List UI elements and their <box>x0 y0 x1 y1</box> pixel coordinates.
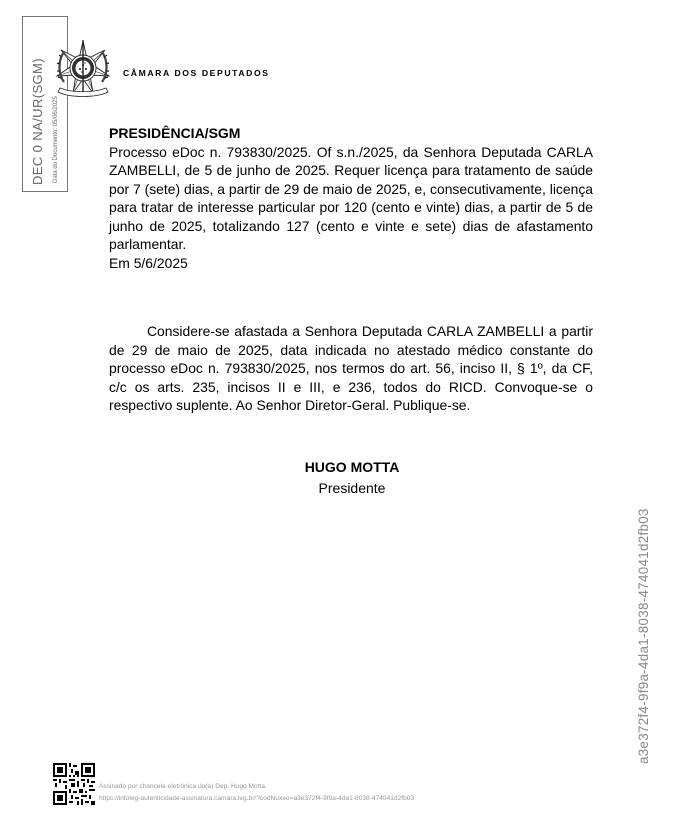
dispatch-heading: PRESIDÊNCIA/SGM <box>109 125 241 141</box>
brazil-coat-of-arms-icon <box>52 38 114 102</box>
qr-code-icon[interactable] <box>53 763 95 805</box>
signatory-role: Presidente <box>318 480 386 496</box>
process-summary-paragraph: Processo eDoc n. 793830/2025. Of s.n./2025, da Senhora Deputada CARLA ZAMBELLI, de 5 de junho de 2025. Requer licença para tratamento de saúde por 7 (sete) dias, a partir de 29 de maio de 2025, e, consecutivamente, licença para tratar de interesse particular por 120 (cento e vinte) dias, a partir de 5 de junho de 2025, totalizando 127 (cento e vinte e sete) dias de afastamento parlamentar. <box>109 143 593 252</box>
signatory-name: HUGO MOTTA <box>304 459 400 475</box>
document-hash: a3e372f4-9f9a-4da1-8038-474041d2fb03 <box>636 508 651 764</box>
registry-stamp-date: Data do Documento: 05/06/2025 <box>53 96 59 183</box>
institution-name: CÂMARA DOS DEPUTADOS <box>123 68 270 78</box>
decision-paragraph: Considere-se afastada a Senhora Deputada CARLA ZAMBELLI a partir de 29 de maio de 2025, data indicada no atestado médico constante do processo eDoc n. 793830/2025, nos termos do art. 56, inciso II, § 1º, da CF, c/c os arts. 235, incisos II e III, e 236, todos do RICD. Convoque-se o respectivo suplente. Ao Senhor Diretor-Geral. Publique-se. <box>109 323 593 413</box>
electronic-signature-note: Assinado por chancela eletrônica do(a) Dep. Hugo Motta. <box>99 783 267 790</box>
registry-stamp-code: DEC 0 NA/UR(SGM) <box>30 57 45 185</box>
document-body <box>109 124 593 415</box>
verification-link[interactable]: https://infoleg-autenticidade-assinatura.camara.leg.br/?codNuxeo=a3e372f4-9f9a-4da1-8038-474041d2fb03 <box>99 795 415 802</box>
dispatch-date: Em 5/6/2025 <box>109 254 188 271</box>
